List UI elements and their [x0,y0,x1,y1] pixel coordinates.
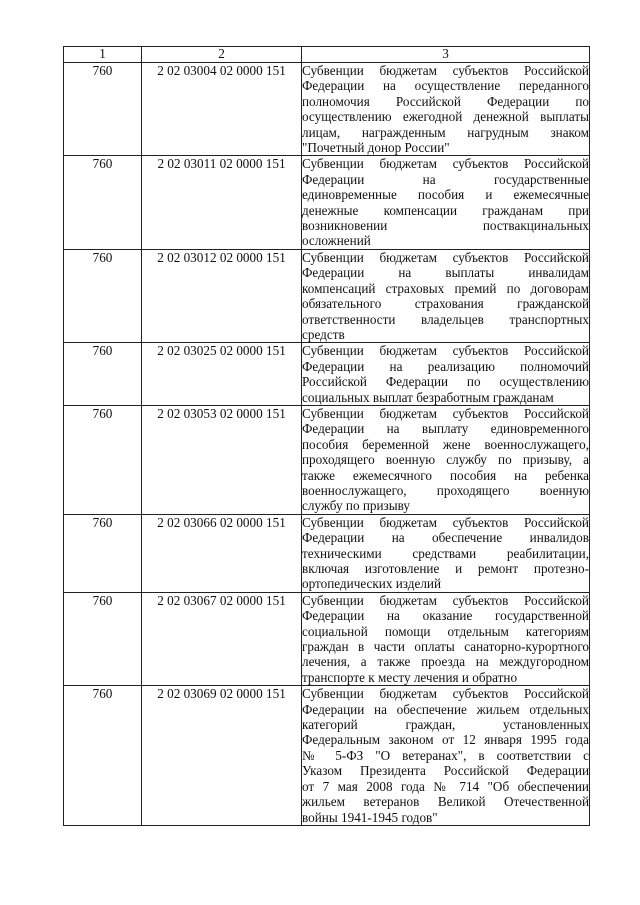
description-line: Федерации на выплату единовременного [302,421,589,437]
description-line: лицам, награжденным нагрудным знаком [302,124,589,140]
column-header-2: 2 [142,47,302,63]
income-description-cell [302,249,590,342]
admin-code-cell: 760 [64,592,142,685]
table-row [64,592,590,685]
description-line: обязательного страхования гражданской [302,296,589,312]
budget-classification-code-cell: 2 02 03053 02 0000 151 [142,405,302,514]
description-line: социальной помощи отдельным категориям [302,623,589,639]
income-description-cell [302,514,590,592]
description-line: денежные компенсации гражданам при [302,202,589,218]
description-line: осложнений [302,233,371,249]
table-row [64,249,590,342]
table-row [64,156,590,249]
table-row [64,514,590,592]
description-line: социальных выплат безработным гражданам [302,389,554,405]
description-line: Федерации на реализацию полномочий [302,358,589,374]
admin-code-cell: 760 [64,405,142,514]
budget-classification-code-cell: 2 02 03025 02 0000 151 [142,343,302,406]
admin-code-cell: 760 [64,514,142,592]
table-row [64,686,590,826]
column-header-1: 1 [64,47,142,63]
description-line: средств [302,326,345,342]
budget-classification-code-cell: 2 02 03067 02 0000 151 [142,592,302,685]
description-line: Федерации на выплаты инвалидам [302,265,589,281]
description-line: № 5-ФЗ "О ветеранах", в соответствии с [302,747,589,763]
description-line: Указом Президента Российской Федерации [302,763,589,779]
admin-code-cell: 760 [64,249,142,342]
description-line: возникновении поствакцинальных [302,218,589,234]
admin-code-cell: 760 [64,63,142,156]
description-line: Субвенции бюджетам субъектов Российской [302,343,589,359]
table-row [64,63,590,156]
description-line: Субвенции бюджетам субъектов Российской [302,63,589,78]
budget-classification-code-cell: 2 02 03069 02 0000 151 [142,686,302,826]
table-body [64,63,590,826]
description-line: категорий граждан, установленных [302,717,589,733]
description-line: Федерации на обеспечение жильем отдельных [302,701,589,717]
description-line: войны 1941-1945 годов" [302,809,438,825]
income-description-cell [302,63,590,156]
budget-codes-table [63,46,590,826]
income-description-cell [302,686,590,826]
description-line: также ежемесячного пособия на ребенка [302,467,589,483]
admin-code-cell: 760 [64,343,142,406]
description-line: Субвенции бюджетам субъектов Российской [302,686,589,702]
description-line: Субвенции бюджетам субъектов Российской [302,405,589,421]
description-line: Субвенции бюджетам субъектов Российской [302,249,589,265]
description-line: Субвенции бюджетам субъектов Российской [302,514,589,530]
column-header-3: 3 [302,47,590,63]
description-line: "Почетный донор России" [302,140,450,156]
description-line: Федеральным законом от 12 января 1995 года [302,732,589,748]
description-line: службу по призыву [302,498,410,514]
description-line: Федерации на обеспечение инвалидов [302,530,589,546]
description-line: от 7 мая 2008 года № 714 "Об обеспечении [302,778,589,794]
income-description-cell [302,343,590,406]
income-description-cell [302,156,590,249]
description-line: Федерации на осуществление переданного [302,78,589,94]
income-description-cell [302,592,590,685]
description-line: жильем ветеранов Великой Отечественной [302,794,589,810]
income-description-cell [302,405,590,514]
description-line: военнослужащего, проходящего военную [302,482,589,498]
description-line: полномочия Российской Федерации по [302,93,589,109]
description-line: компенсаций страховых премий по договорам [302,280,589,296]
description-line: транспорте к месту лечения и обратно [302,669,518,685]
table-header-row [64,47,590,63]
description-line: включая изготовление и ремонт протезно- [302,561,589,576]
description-line: единовременные пособия и ежемесячные [302,187,589,203]
budget-classification-code-cell: 2 02 03011 02 0000 151 [142,156,302,249]
description-line: проходящего военную службу по призыву, а [302,452,589,468]
admin-code-cell: 760 [64,686,142,826]
description-line: Федерации на государственные [302,171,589,187]
budget-classification-code-cell: 2 02 03066 02 0000 151 [142,514,302,592]
description-line: Российской Федерации по осуществлению [302,374,589,390]
description-line: ортопедических изделий [302,576,442,592]
description-line: Субвенции бюджетам субъектов Российской [302,592,589,608]
description-line: Субвенции бюджетам субъектов Российской [302,156,589,172]
budget-classification-code-cell: 2 02 03012 02 0000 151 [142,249,302,342]
description-line: ответственности владельцев транспортных [302,311,589,327]
description-line: лечения, а также проезда на междугородном [302,654,589,670]
description-line: осуществлению ежегодной денежной выплаты [302,109,589,125]
admin-code-cell: 760 [64,156,142,249]
description-line: пособия беременной жене военнослужащего, [302,436,589,452]
description-line: техническими средствами реабилитации, [302,545,589,561]
budget-classification-code-cell: 2 02 03004 02 0000 151 [142,63,302,156]
table-row [64,405,590,514]
table-row [64,343,590,406]
description-line: граждан в части оплаты санаторно-курортного [302,639,589,655]
description-line: Федерации на оказание государственной [302,608,589,624]
